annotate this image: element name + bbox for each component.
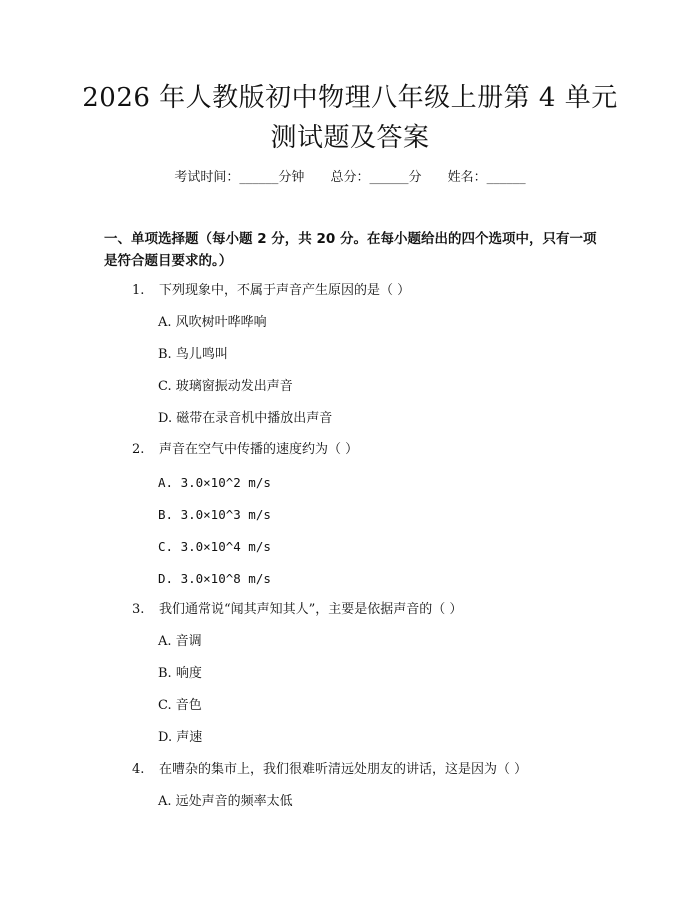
section-heading	[104, 228, 604, 272]
question-number: 4.	[132, 762, 145, 777]
question-text: 下列现象中，不属于声音产生原因的是（ ）	[159, 283, 411, 298]
question-3-option-d: D. 声速	[158, 730, 203, 745]
question-1-option-a: A. 风吹树叶哗哗响	[158, 315, 267, 330]
question-text: 在嘈杂的集市上，我们很难听清远处朋友的讲话，这是因为（ ）	[159, 762, 528, 777]
page-title	[0, 78, 700, 158]
question-2-option-c: C. 3.0×10^4 m/s	[158, 539, 271, 554]
exam-score: 总分：______分	[330, 170, 422, 185]
exam-meta	[0, 168, 700, 188]
question-2	[132, 440, 602, 460]
question-1-option-c: C. 玻璃窗振动发出声音	[158, 379, 293, 394]
question-text: 声音在空气中传播的速度约为（ ）	[159, 442, 359, 457]
question-2-option-a: A. 3.0×10^2 m/s	[158, 475, 271, 490]
question-1-option-d: D. 磁带在录音机中播放出声音	[158, 411, 333, 426]
question-1	[132, 281, 602, 301]
question-3-option-b: B. 响度	[158, 666, 202, 681]
section-heading-line-1: 一、单项选择题（每小题 2 分，共 20 分。在每小题给出的四个选项中，只有一项	[104, 231, 597, 247]
title-line-2: 测试题及答案	[270, 123, 430, 153]
section-heading-line-2: 是符合题目要求的。）	[104, 253, 233, 269]
question-3	[132, 600, 602, 620]
question-text: 我们通常说“闻其声知其人”，主要是依据声音的（ ）	[159, 602, 463, 617]
question-number: 2.	[132, 442, 145, 457]
question-4	[132, 760, 602, 780]
question-4-option-a: A. 远处声音的频率太低	[158, 794, 293, 809]
title-line-1: 2026 年人教版初中物理八年级上册第 4 单元	[82, 83, 618, 113]
question-2-option-b: B. 3.0×10^3 m/s	[158, 507, 271, 522]
exam-time: 考试时间：______分钟	[174, 170, 305, 185]
question-2-option-d: D. 3.0×10^8 m/s	[158, 571, 271, 586]
question-number: 1.	[132, 283, 145, 298]
question-1-option-b: B. 鸟儿鸣叫	[158, 347, 228, 362]
question-3-option-a: A. 音调	[158, 634, 202, 649]
student-name: 姓名：______	[447, 170, 526, 185]
question-number: 3.	[132, 602, 145, 617]
question-3-option-c: C. 音色	[158, 698, 202, 713]
